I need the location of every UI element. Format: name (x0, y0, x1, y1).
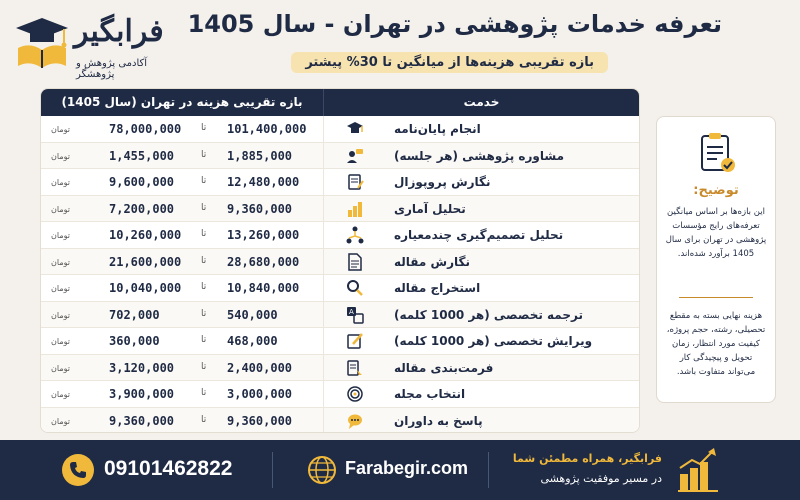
note-panel (656, 116, 776, 403)
range-cell (41, 196, 323, 222)
unit-label: تومان (51, 257, 70, 267)
range-min: 702,000 (109, 307, 160, 322)
logo-book-cap-icon (12, 14, 72, 72)
service-cell (323, 116, 639, 142)
note-text-1: این بازه‌ها بر اساس میانگین تعرفه‌های رایج مؤسسات پژوهشی در تهران برای سال 1405 برآورد شده‌اند. (665, 207, 767, 259)
unit-label: تومان (51, 390, 70, 399)
service-label: استخراج مقاله (394, 281, 481, 295)
unit-label: تومان (51, 337, 70, 346)
page-title: تعرفه خدمات پژوهشی در تهران - سال 1405 (187, 10, 722, 38)
range-max: 3,000,000 (227, 387, 293, 401)
service-cell (323, 143, 639, 169)
table-row (41, 143, 639, 170)
target-icon (346, 385, 364, 403)
range-max: 10,840,000 (227, 281, 300, 295)
footer-divider (272, 452, 273, 488)
range-max: 9,360,000 (227, 413, 293, 428)
footer-slogan-1: فرابگیر، همراه مطمئن شما (512, 452, 662, 465)
table-row (41, 381, 639, 408)
range-cell (41, 249, 323, 275)
range-cell (41, 408, 323, 434)
logo (8, 8, 188, 80)
range-min: 3,900,000 (109, 387, 175, 401)
graduation-cap-icon (346, 120, 364, 138)
service-cell (323, 302, 639, 328)
range-separator: تا (201, 229, 207, 239)
range-max: 12,480,000 (227, 175, 300, 189)
range-min: 9,600,000 (109, 175, 175, 189)
unit-label: تومان (51, 284, 70, 293)
table-row (41, 169, 639, 196)
table-row (41, 408, 639, 434)
service-label: پاسخ به داوران (394, 413, 483, 428)
unit-label: تومان (51, 178, 70, 187)
proposal-icon (346, 173, 364, 191)
range-max: 28,680,000 (227, 254, 300, 269)
range-cell (41, 116, 323, 142)
header-service: خدمت (323, 89, 639, 116)
range-separator: تا (201, 308, 207, 319)
range-cell (41, 143, 323, 169)
footer-slogan-2: در مسیر موفقیت پژوهشی (540, 472, 662, 485)
unit-label: تومان (51, 231, 70, 240)
article-icon (346, 253, 364, 271)
range-separator: تا (201, 388, 207, 398)
table-row (41, 196, 639, 223)
range-separator: تا (201, 361, 207, 372)
range-min: 78,000,000 (109, 122, 182, 136)
unit-label: تومان (51, 363, 70, 373)
table-header (41, 89, 639, 116)
note-text-2: هزینه نهایی بسته به مقطع تحصیلی، رشته، حجم پروژه، کیفیت مورد انتظار، زمان تحویل و پیچیدگی کار می‌تواند متفاوت باشد. (666, 311, 766, 377)
service-label: ویرایش تخصصی (هر 1000 کلمه) (394, 334, 593, 348)
range-cell (41, 328, 323, 354)
unit-label: تومان (51, 416, 70, 426)
service-cell (323, 169, 639, 195)
page-subtitle: بازه تقریبی هزینه‌ها از میانگین تا 30% پیشتر (291, 52, 608, 73)
bar-chart-icon (346, 200, 364, 218)
table-row (41, 328, 639, 355)
table-row (41, 116, 639, 143)
range-max: 540,000 (227, 307, 278, 322)
range-cell (41, 169, 323, 195)
range-max: 1,885,000 (227, 148, 293, 163)
range-separator: تا (201, 123, 207, 133)
edit-icon (346, 332, 364, 350)
note-divider (679, 297, 753, 298)
range-cell (41, 355, 323, 381)
range-max: 2,400,000 (227, 360, 293, 375)
service-cell (323, 408, 639, 434)
range-max: 101,400,000 (227, 122, 307, 136)
books-growth-icon (676, 446, 720, 494)
table-row (41, 355, 639, 382)
consultation-icon (346, 147, 364, 165)
service-label: انجام پایان‌نامه (394, 122, 481, 136)
service-label: تحلیل آماری (394, 201, 466, 216)
service-cell (323, 196, 639, 222)
service-label: فرمت‌بندی مقاله (394, 360, 494, 375)
price-table (40, 88, 640, 433)
phone-icon (62, 454, 94, 486)
service-label: انتخاب مجله (394, 387, 466, 401)
chat-icon (346, 412, 364, 430)
range-cell (41, 222, 323, 248)
range-cell (41, 381, 323, 407)
note-title: توضیح: (693, 183, 739, 198)
range-min: 1,455,000 (109, 148, 175, 163)
unit-label: تومان (51, 151, 70, 161)
service-label: تحلیل تصمیم‌گیری چندمعیاره (394, 228, 564, 242)
range-separator: تا (201, 176, 207, 186)
range-max: 9,360,000 (227, 201, 293, 216)
unit-label: تومان (51, 125, 70, 134)
range-max: 468,000 (227, 334, 278, 348)
website-link[interactable]: Farabegir.com (345, 458, 469, 478)
phone-number[interactable]: 09101462822 (104, 457, 233, 480)
range-min: 360,000 (109, 334, 160, 348)
service-label: نگارش مقاله (394, 254, 470, 269)
service-label: نگارش پروپوزال (394, 175, 491, 189)
logo-tagline: آکادمی پژوهش و پژوهشگر (76, 58, 148, 80)
service-cell (323, 275, 639, 301)
header-range: بازه تقریبی هزینه در تهران (سال 1405) (61, 95, 303, 109)
table-row (41, 249, 639, 276)
service-cell (323, 381, 639, 407)
clipboard-check-icon (699, 131, 737, 175)
range-min: 21,600,000 (109, 254, 182, 269)
service-label: مشاوره پژوهشی (هر جلسه) (394, 148, 565, 163)
footer-divider (488, 452, 489, 488)
unit-label: تومان (51, 310, 70, 320)
search-icon (346, 279, 364, 297)
service-cell (323, 328, 639, 354)
globe-icon (306, 454, 338, 486)
range-max: 13,260,000 (227, 228, 300, 242)
range-min: 10,260,000 (109, 228, 182, 242)
range-min: 7,200,000 (109, 201, 175, 216)
svg-text:A: A (349, 307, 354, 316)
range-min: 10,040,000 (109, 281, 182, 295)
logo-name: فرابگیر (74, 14, 164, 49)
table-row (41, 275, 639, 302)
table-row (41, 302, 639, 329)
range-separator: تا (201, 149, 207, 160)
service-label: ترجمه تخصصی (هر 1000 کلمه) (394, 307, 583, 322)
range-min: 9,360,000 (109, 413, 175, 428)
table-body (41, 116, 639, 433)
range-cell (41, 275, 323, 301)
range-separator: تا (201, 335, 207, 345)
range-separator: تا (201, 282, 207, 292)
range-separator: تا (201, 202, 207, 213)
service-cell (323, 355, 639, 381)
footer (0, 440, 800, 500)
service-cell (323, 222, 639, 248)
range-separator: تا (201, 414, 207, 425)
format-icon (346, 359, 364, 377)
network-icon (346, 226, 364, 244)
range-separator: تا (201, 255, 207, 266)
unit-label: تومان (51, 204, 70, 214)
translate-icon (346, 306, 364, 324)
range-cell (41, 302, 323, 328)
range-min: 3,120,000 (109, 360, 175, 375)
service-cell (323, 249, 639, 275)
table-row (41, 222, 639, 249)
